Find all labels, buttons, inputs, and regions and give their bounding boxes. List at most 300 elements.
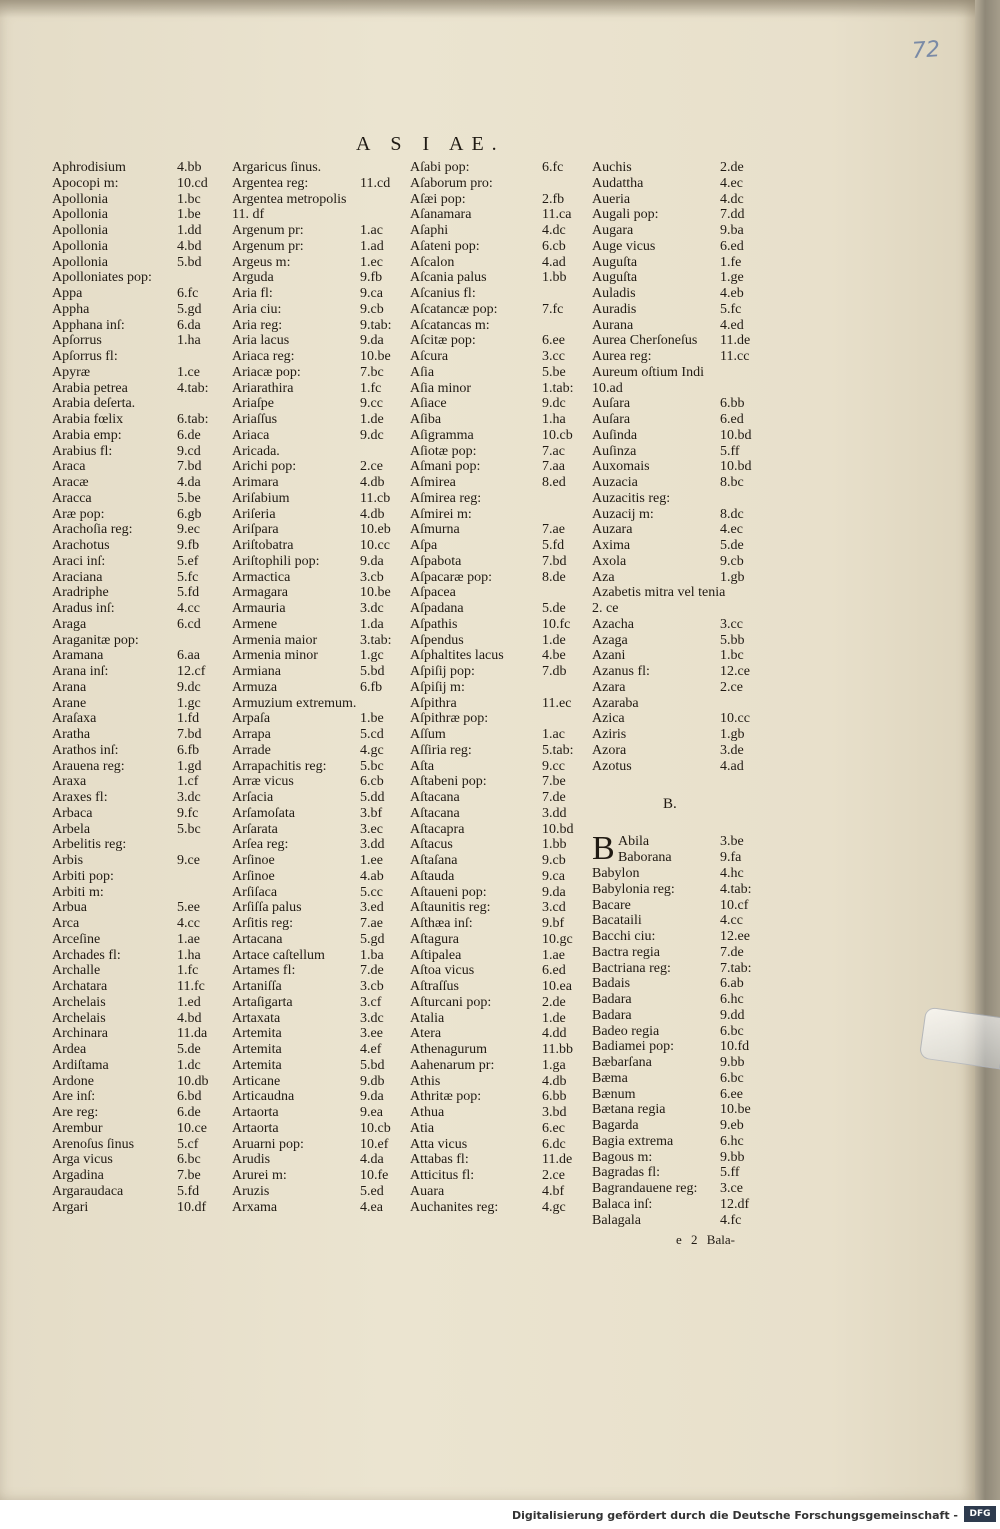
entry-reference: 1.ad (360, 238, 384, 254)
entry-reference: 9.da (360, 1089, 384, 1105)
entry-reference: 10.ce (177, 1120, 207, 1136)
entry-reference: 9.dc (542, 396, 566, 412)
entry-name: Aſphaltites lacus (410, 648, 504, 664)
entry-name: Bacchi ciu: (592, 929, 656, 944)
entry-name: Auzacitis reg: (592, 490, 671, 506)
entry-reference: 6.ed (720, 238, 744, 254)
entry-reference: 1.be (177, 207, 201, 223)
entry-name: Babylon (592, 866, 640, 881)
entry-name: Aſcalon (410, 254, 455, 270)
entry-reference: 7.ac (542, 443, 565, 459)
entry-reference: 5.dd (360, 790, 385, 805)
entry-reference: 11.cd (360, 175, 391, 191)
entry-reference: 9.cd (177, 443, 201, 459)
entry-name: Artacana (232, 931, 283, 947)
entry-reference: 1.fc (177, 963, 199, 979)
entry-name: Argaraudaca (52, 1183, 124, 1199)
entry-reference: 9.fb (177, 538, 200, 553)
entry-reference: 5.be (542, 364, 566, 380)
entry-name: Apſorrus fl: (52, 349, 118, 364)
entry-name: Archelais (52, 1010, 106, 1026)
entry-reference: 9.bf (542, 916, 565, 931)
entry-name: Araſaxa (52, 711, 97, 727)
entry-reference: 5.fd (177, 1183, 200, 1199)
entry-reference: 6.ec (542, 1120, 565, 1136)
entry-name: Arabia petrea (52, 380, 128, 396)
entry-reference: 4.db (360, 475, 385, 490)
entry-reference: 1.cf (177, 774, 199, 790)
entry-reference: 1.ec (360, 254, 383, 270)
entry-name: Aahenarum pr: (410, 1057, 495, 1073)
entry-reference: 1.ge (720, 270, 744, 286)
entry-reference: 9.dc (177, 679, 201, 695)
entry-reference: 4.be (542, 648, 566, 664)
entry-reference: 7.be (177, 1168, 201, 1183)
entry-reference: 3.cf (360, 994, 382, 1010)
entry-reference: 5.bd (177, 254, 202, 270)
entry-name: Aramana (52, 648, 104, 664)
entry-name: Aſabi pop: (410, 160, 470, 175)
entry-name: Balagala (592, 1212, 641, 1228)
entry-name: Appa (52, 286, 83, 301)
entry-reference: 9.eb (720, 1118, 744, 1133)
entry-name: Bæbarſana (592, 1055, 652, 1070)
entry-reference: 4.ed (720, 317, 744, 333)
entry-name: Arachoſia reg: (52, 522, 133, 538)
entry-name: Aſpacaræ pop: (410, 569, 493, 585)
entry-reference: 9.bb (720, 1055, 745, 1070)
entry-reference: 8.de (542, 569, 566, 585)
entry-name: Azaraba (592, 695, 639, 711)
entry-reference: 1.dc (177, 1057, 201, 1073)
entry-reference: 4.cc (177, 916, 200, 931)
entry-name: Aſtraſſus (410, 979, 459, 994)
entry-reference: 3.dc (360, 601, 384, 616)
entry-name: Auradis (592, 301, 637, 317)
entry-name: Bagrandauene reg: (592, 1181, 698, 1196)
entry-name: Arſea reg: (232, 837, 289, 853)
entry-reference: 1.gd (177, 758, 202, 774)
entry-reference: 7.bc (360, 364, 384, 380)
entry-name: Aradus inſ: (52, 601, 115, 616)
entry-reference: 1.be (360, 711, 384, 727)
entry-reference: 1.fd (177, 711, 200, 727)
entry-reference: 12.cf (177, 664, 206, 679)
drop-cap-initial: B (592, 830, 615, 867)
entry-reference: 5.fd (177, 585, 200, 601)
entry-reference: 7.be (542, 774, 566, 790)
entry-name: Armuza (232, 679, 278, 695)
entry-name: Azani (592, 648, 626, 664)
entry-name: Aſcatancas m: (410, 317, 490, 333)
entry-name: Aſtauda (410, 868, 455, 884)
entry-name: Artaſigarta (232, 994, 293, 1010)
entry-name: Araxes fl: (52, 790, 108, 805)
entry-name: Apyræ (52, 364, 91, 380)
entry-reference: 1.ee (360, 853, 383, 868)
entry-name: Apollonia (52, 254, 108, 270)
entry-reference: 6.fb (360, 679, 383, 695)
entry-name: Argaricus ſinus. (232, 160, 322, 175)
entry-name: Bactriana reg: (592, 960, 671, 976)
entry-name: Aſtagura (410, 931, 459, 947)
entry-name: Are reg: (52, 1105, 99, 1120)
entry-name: Aſia (410, 364, 435, 380)
entry-reference: 2.ce (720, 679, 743, 695)
entry-name: Azica (592, 711, 625, 727)
entry-reference: 2.de (542, 994, 566, 1010)
entry-reference: 11.fc (177, 979, 205, 994)
entry-reference: 10.cc (360, 538, 390, 553)
entry-reference: 4.db (360, 506, 385, 522)
entry-name: Arabius fl: (52, 443, 113, 459)
entry-name: Archatara (52, 979, 108, 994)
entry-reference: 7.tab: (720, 960, 752, 976)
entry-name: Arræ vicus (232, 774, 294, 790)
entry-name: Bætana regia (592, 1102, 666, 1118)
entry-name: Apphana inſ: (52, 317, 125, 333)
entry-reference: 6.bb (542, 1089, 567, 1105)
entry-name: Aræ pop: (52, 506, 105, 522)
entry-name: Apocopi m: (52, 175, 119, 191)
entry-name: Aſpithræ pop: (410, 711, 489, 727)
entry-reference: 7.de (360, 963, 384, 979)
entry-name: Aſpiſij pop: (410, 664, 475, 679)
entry-reference: 1.de (542, 1010, 566, 1026)
entry-name: Atera (410, 1026, 442, 1042)
entry-name: Argenum pr: (232, 238, 304, 254)
entry-name: Azabetis mitra vel tenia (592, 585, 726, 601)
entry-reference: 4.bd (177, 238, 202, 254)
entry-name: Aſpacea (410, 585, 456, 601)
entry-name: 2. ce (592, 601, 619, 616)
entry-reference: 9.dd (720, 1007, 745, 1023)
entry-reference: 4.tab: (177, 380, 209, 396)
entry-reference: 6.bc (177, 1152, 201, 1168)
entry-reference: 6.da (177, 317, 201, 333)
entry-name: Artames fl: (232, 963, 296, 979)
entry-name: Athritæ pop: (410, 1089, 482, 1105)
entry-name: Azara (592, 679, 626, 695)
entry-name: Aſtaſana (410, 853, 458, 868)
entry-reference: 6.cd (177, 616, 201, 632)
entry-reference: 1.bb (542, 837, 567, 853)
entry-reference: 3.cd (542, 900, 566, 916)
entry-name: Ariſabium (232, 490, 290, 506)
entry-name: Badais (592, 976, 631, 992)
entry-name: Armenia minor (232, 648, 318, 664)
entry-name: Artaxata (232, 1010, 281, 1026)
entry-name: Azotus (592, 758, 632, 774)
entry-name: Aruzis (232, 1183, 270, 1199)
entry-reference: 10.be (720, 1102, 751, 1118)
entry-reference: 3.ec (360, 821, 383, 837)
page-edge (975, 0, 1000, 1500)
entry-name: Aſcitæ pop: (410, 333, 476, 349)
entry-reference: 11.cc (720, 349, 750, 364)
entry-name: Arana (52, 679, 87, 695)
entry-name: Armuzium extremum. (232, 695, 357, 711)
entry-reference: 7.ae (542, 522, 565, 538)
entry-reference: 3.cb (360, 569, 384, 585)
entry-reference: 10.fd (720, 1039, 750, 1055)
entry-name: Ariaſſus (232, 412, 278, 427)
entry-name: Argentea metropolis (232, 191, 347, 207)
signature-catchword: e 2 Bala- (676, 1232, 735, 1247)
entry-reference: 9.cc (542, 758, 565, 774)
entry-name: Auzacia (592, 475, 638, 490)
entry-name: Aſtaueni pop: (410, 884, 487, 900)
entry-reference: 10.df (177, 1199, 207, 1215)
entry-reference: 7.dd (720, 207, 745, 223)
entry-reference: 4.dc (720, 191, 744, 207)
entry-reference: 10.be (360, 585, 391, 601)
entry-reference: 6.gb (177, 506, 202, 522)
entry-name: Aracæ (52, 475, 89, 490)
entry-name: Ariſtophili pop: (232, 553, 320, 569)
entry-name: Appha (52, 301, 90, 317)
entry-reference: 5.tab: (542, 742, 574, 758)
entry-reference: 6.cb (360, 774, 384, 790)
entry-name: Aſtipalea (410, 947, 462, 963)
entry-name: Babylonia reg: (592, 881, 675, 897)
entry-reference: 1.fe (720, 254, 742, 270)
entry-reference: 6.dc (542, 1136, 566, 1152)
entry-reference: 10.cd (177, 175, 208, 191)
entry-reference: 4.ea (360, 1199, 383, 1215)
entry-name: Badara (592, 992, 632, 1007)
entry-reference: 4.hc (720, 866, 744, 881)
entry-reference: 6.de (177, 1105, 201, 1120)
entry-name: Baborana (618, 849, 672, 865)
entry-name: Auchanites reg: (410, 1199, 499, 1215)
entry-name: Aſſiria reg: (410, 742, 472, 758)
entry-name: Arſarata (232, 821, 278, 837)
entry-reference: 5.de (720, 538, 744, 553)
entry-reference: 5.fc (720, 301, 742, 317)
entry-reference: 4.ef (360, 1042, 382, 1057)
entry-name: Aſtabeni pop: (410, 774, 487, 790)
entry-name: Aſpendus (410, 632, 464, 648)
entry-reference: 3.cb (360, 979, 384, 994)
entry-reference: 4.ad (542, 254, 566, 270)
entry-name: Ariacæ pop: (232, 364, 301, 380)
entry-reference: 9.da (542, 884, 566, 900)
entry-reference: 4.cc (177, 601, 200, 616)
entry-reference: 10.fe (360, 1168, 389, 1183)
entry-reference: 6.ee (542, 333, 565, 349)
entry-name: Atalia (410, 1010, 445, 1026)
entry-name: Aurana (592, 317, 634, 333)
entry-name: Atia (410, 1120, 435, 1136)
entry-name: Apollonia (52, 238, 108, 254)
entry-name: Aſtacus (410, 837, 453, 853)
entry-name: Artace caſtellum (232, 947, 325, 963)
entry-name: Apolloniates pop: (52, 270, 152, 286)
entry-name: Bagradas fl: (592, 1165, 661, 1181)
entry-name: Armene (232, 616, 278, 632)
entry-name: Aſmani pop: (410, 459, 481, 475)
entry-name: Apollonia (52, 223, 108, 238)
entry-reference: 2.de (720, 160, 744, 175)
entry-name: Atticitus fl: (410, 1168, 475, 1183)
entry-reference: 5.bd (360, 664, 385, 679)
entry-reference: 9.fb (360, 270, 383, 286)
entry-reference: 10.db (177, 1073, 209, 1089)
entry-name: Athis (410, 1073, 441, 1089)
entry-reference: 1.gb (720, 569, 745, 585)
entry-name: Azanus fl: (592, 664, 650, 679)
entry-name: Are inſ: (52, 1089, 96, 1105)
entry-reference: 3.dd (542, 805, 567, 821)
entry-reference: 3.ee (360, 1026, 383, 1042)
entry-reference: 6.ee (720, 1086, 743, 1102)
entry-name: Aſmurna (410, 522, 460, 538)
entry-reference: 7.bd (177, 459, 202, 475)
entry-reference: 8.ed (542, 475, 566, 490)
entry-name: Auſara (592, 396, 631, 412)
entry-name: Araganitæ pop: (52, 632, 139, 648)
entry-reference: 9.bb (720, 1149, 745, 1165)
entry-name: Ariaca reg: (232, 349, 295, 364)
entry-name: Auſinda (592, 427, 638, 443)
entry-name: Azaga (592, 632, 628, 648)
footer-credit: Digitalisierung gefördert durch die Deutsche Forschungsgemeinschaft - (511, 1509, 958, 1522)
entry-reference: 4.dd (542, 1026, 567, 1042)
entry-reference: 9.fc (177, 805, 199, 821)
entry-name: Archades fl: (52, 947, 121, 963)
entry-name: Balaca inſ: (592, 1196, 653, 1212)
entry-reference: 9.cb (542, 853, 566, 868)
entry-reference: 3.bd (542, 1105, 567, 1120)
entry-reference: 5.fd (542, 538, 565, 553)
entry-name: Aſturcani pop: (410, 994, 492, 1010)
entry-reference: 6.bb (720, 396, 745, 412)
entry-reference: 4.gc (360, 742, 384, 758)
entry-name: 11. df (232, 207, 265, 223)
entry-reference: 10.cf (720, 897, 749, 913)
entry-reference: 5.be (177, 490, 201, 506)
entry-name: Articaudna (232, 1089, 295, 1105)
entry-reference: 1.ae (177, 931, 200, 947)
entry-name: Araga (52, 616, 87, 632)
entry-name: Bæma (592, 1070, 628, 1086)
entry-name: Arſacia (232, 790, 274, 805)
entry-name: Bagia extrema (592, 1133, 674, 1149)
entry-name: Aria ciu: (232, 301, 282, 317)
entry-reference: 10.be (360, 349, 391, 364)
entry-name: Arſiſaca (232, 884, 278, 900)
entry-name: Artaorta (232, 1120, 279, 1136)
entry-reference: 5.bd (360, 1057, 385, 1073)
entry-reference: 1.ha (177, 333, 201, 349)
entry-name: Attabas fl: (410, 1152, 469, 1168)
entry-name: Audattha (592, 175, 644, 191)
entry-name: Aſmirei m: (410, 506, 472, 522)
entry-reference: 1.ce (177, 364, 200, 380)
entry-reference: 1.tab: (542, 380, 574, 396)
entry-name: Arurei m: (232, 1168, 287, 1183)
entry-reference: 9.ca (542, 868, 565, 884)
entry-reference: 9.ec (177, 522, 200, 538)
entry-name: Aſpadana (410, 601, 464, 616)
entry-name: 10.ad (592, 380, 623, 396)
entry-name: Arbelitis reg: (52, 837, 127, 853)
entry-reference: 1.ha (177, 947, 201, 963)
entry-reference: 6.hc (720, 992, 744, 1007)
entry-reference: 5.cd (360, 727, 384, 742)
entry-reference: 5.ff (720, 443, 740, 459)
entry-name: Ardea (52, 1042, 87, 1057)
entry-name: Augali pop: (592, 207, 659, 223)
entry-name: Araxa (52, 774, 87, 790)
entry-reference: 6.fc (542, 160, 564, 175)
entry-name: Aſigramma (410, 427, 474, 443)
entry-reference: 1.ba (360, 947, 384, 963)
entry-name: Aſcania palus (410, 270, 487, 286)
entry-name: Arrapa (232, 727, 271, 742)
entry-name: Bacataili (592, 913, 642, 929)
entry-name: Aſanamara (410, 207, 472, 223)
entry-reference: 5.de (177, 1042, 201, 1057)
entry-reference: 1.ha (542, 412, 566, 427)
entry-name: Aſiotæ pop: (410, 443, 477, 459)
entry-name: Arſitis reg: (232, 916, 294, 931)
entry-name: Aſpithra (410, 695, 457, 711)
entry-reference: 4.tab: (720, 881, 752, 897)
entry-name: Aſthæa inſ: (410, 916, 473, 931)
entry-name: Arguda (232, 270, 274, 286)
entry-name: Ariaſpe (232, 396, 274, 412)
page-heading: A S I AE. (356, 133, 505, 155)
entry-name: Aſiace (410, 396, 447, 412)
entry-reference: 1.gb (720, 727, 745, 742)
entry-name: Artemita (232, 1057, 282, 1073)
entry-name: Badiamei pop: (592, 1039, 675, 1055)
entry-reference: 9.ba (720, 223, 744, 238)
entry-name: Armagara (232, 585, 288, 601)
entry-reference: 1.fc (360, 380, 382, 396)
entry-name: Atta vicus (410, 1136, 468, 1152)
entry-name: Aurea reg: (592, 349, 652, 364)
entry-name: Arrapachitis reg: (232, 758, 327, 774)
entry-reference: 4.ad (720, 758, 744, 774)
entry-name: Abila (618, 834, 650, 849)
entry-name: Aſaborum pro: (410, 175, 493, 191)
entry-reference: 5.bc (360, 758, 384, 774)
entry-name: Arſinoe (232, 853, 275, 868)
entry-name: Aſiba (410, 412, 442, 427)
entry-reference: 4.gc (542, 1199, 566, 1215)
entry-name: Athua (410, 1105, 445, 1120)
entry-name: Arabia fœlix (52, 412, 124, 427)
entry-reference: 10.eb (360, 522, 391, 538)
entry-reference: 1.bc (177, 191, 201, 207)
entry-name: Arſamoſata (232, 805, 295, 821)
entry-name: Artaorta (232, 1105, 279, 1120)
entry-name: Argenum pr: (232, 223, 304, 238)
entry-reference: 3.ed (360, 900, 384, 916)
entry-name: Aſtacana (410, 805, 460, 821)
entry-reference: 7.ae (360, 916, 383, 931)
entry-reference: 5.bc (177, 821, 201, 837)
entry-name: Aſmirea (410, 475, 456, 490)
entry-name: Aricada. (232, 443, 280, 459)
entry-reference: 10.ef (360, 1136, 389, 1152)
entry-name: Ardone (52, 1073, 94, 1089)
entry-name: Arane (52, 695, 87, 711)
entry-name: Auguſta (592, 270, 638, 286)
